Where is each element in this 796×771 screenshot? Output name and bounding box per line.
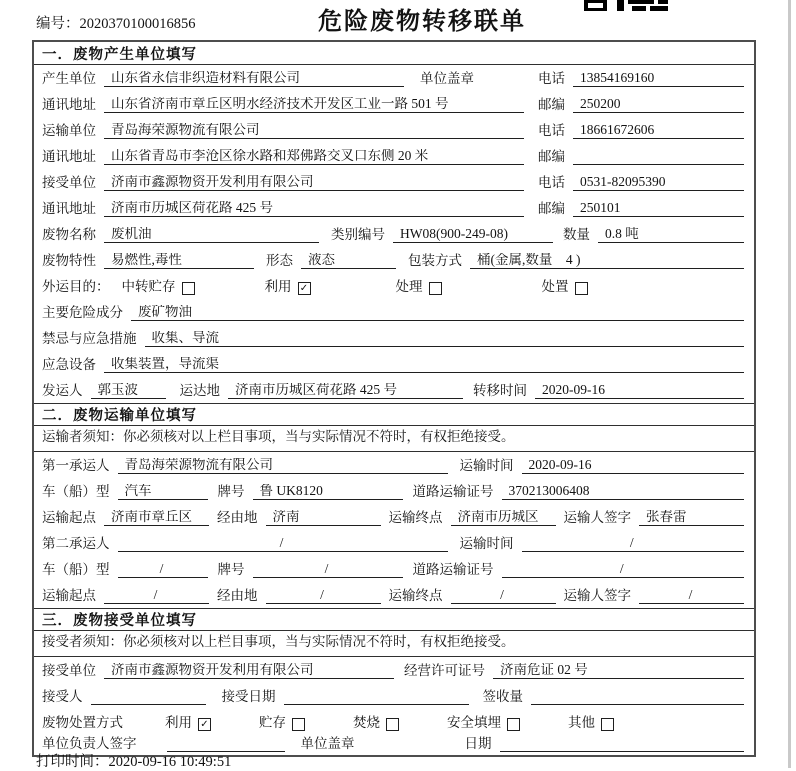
- disposal-label: 废物处置方式: [42, 715, 123, 731]
- section3-header: 三．废物接受单位填写: [34, 608, 754, 631]
- unit-seal-label: 单位盖章: [300, 736, 355, 752]
- serial-number: [36, 12, 196, 33]
- transporter-row: [34, 117, 754, 143]
- shipper-label: 发运人: [42, 383, 83, 399]
- receiver-address-value: 济南市历城区荷花路 425 号: [104, 201, 524, 217]
- checkbox-transfer-storage: [182, 282, 195, 295]
- carrier2-label: 第二承运人: [42, 536, 110, 552]
- disposal-option-utilize: [165, 716, 211, 731]
- option-label: 贮存: [259, 715, 286, 731]
- quantity-label: 数量: [563, 227, 590, 243]
- serial-value: 2020370100016856: [79, 16, 196, 32]
- checkbox-disposal-landfill: [507, 718, 520, 731]
- equipment-label: 应急设备: [42, 357, 96, 373]
- received-qty-value: [531, 704, 744, 705]
- route-start1-value: 济南市章丘区: [104, 510, 209, 526]
- taboo-row: [34, 325, 754, 351]
- producer-address-value: 山东省济南市章丘区明水经济技术开发区工业一路 501 号: [104, 97, 524, 113]
- destination-label: 运达地: [179, 383, 220, 399]
- option-label: 中转贮存: [121, 279, 176, 295]
- checkbox-disposal-storage: [292, 718, 305, 731]
- route-end1-value: 济南市历城区: [451, 510, 556, 526]
- print-time-label: 打印时间：: [36, 754, 109, 770]
- route-end-label: 运输终点: [388, 588, 443, 604]
- transporter-value: 青岛海荣源物流有限公司: [104, 123, 524, 139]
- checkbox-treat: [429, 282, 442, 295]
- accept-unit-row: [34, 657, 754, 683]
- road-permit1-value: 370213006408: [502, 484, 745, 500]
- license-value: 济南危证 02 号: [493, 663, 744, 679]
- producer-phone-value: 13854169160: [573, 71, 744, 87]
- transporter-label: 运输单位: [42, 123, 96, 139]
- waste-name-row: [34, 221, 754, 247]
- category-value: HW08(900-249-08): [393, 227, 553, 243]
- address-label: 通讯地址: [42, 97, 96, 113]
- accept-unit-label: 接受单位: [42, 663, 96, 679]
- date-label: 日期: [464, 736, 492, 752]
- form-value: 液态: [301, 253, 396, 269]
- section1-header: 一．废物产生单位填写: [34, 42, 754, 65]
- page-title: 危险废物转移联单: [318, 9, 526, 35]
- option-label: 处置: [541, 279, 569, 295]
- route-end-label: 运输终点: [388, 510, 443, 526]
- date-value: [500, 751, 745, 752]
- transport-time2-value: /: [522, 536, 745, 552]
- purpose-label: 外运目的：: [42, 279, 110, 295]
- carrier-sign2-value: /: [639, 588, 744, 604]
- zip-label: 邮编: [538, 201, 565, 217]
- route-via-label: 经由地: [217, 510, 258, 526]
- qr-code-partial-icon: [584, 0, 668, 11]
- plate2-value: /: [253, 562, 403, 578]
- checkbox-utilize: ✓: [298, 282, 311, 295]
- road-permit2-value: /: [502, 562, 745, 578]
- hazard-label: 主要危险成分: [42, 305, 123, 321]
- road-permit-label: 道路运输证号: [412, 562, 494, 578]
- carrier-sign1-value: 张春雷: [639, 510, 744, 526]
- plate-label: 牌号: [217, 484, 245, 500]
- packing-label: 包装方式: [408, 253, 462, 269]
- producer-zip-value: 250200: [573, 97, 744, 113]
- purpose-option-transfer-storage: [122, 280, 195, 295]
- checkbox-disposal-other: [601, 718, 614, 731]
- received-qty-label: 签收量: [482, 689, 523, 705]
- shipper-value: 郭玉波: [91, 383, 166, 399]
- phone-label: 电话: [538, 175, 565, 191]
- plate-label: 牌号: [217, 562, 245, 578]
- category-label: 类别编号: [331, 227, 385, 243]
- transfer-time-value: 2020-09-16: [535, 383, 744, 399]
- option-label: 处理: [395, 279, 423, 295]
- producer-label: 产生单位: [42, 71, 96, 87]
- receiver-zip-value: 250101: [573, 201, 744, 217]
- destination-value: 济南市历城区荷花路 425 号: [228, 383, 463, 399]
- option-label: 利用: [264, 279, 292, 295]
- purpose-option-utilize: [265, 280, 311, 295]
- transport-time1-value: 2020-09-16: [522, 458, 745, 474]
- route-start-label: 运输起点: [42, 510, 96, 526]
- transport-time-label: 运输时间: [459, 458, 514, 474]
- address-label: 通讯地址: [42, 149, 96, 165]
- road-permit-label: 道路运输证号: [412, 484, 494, 500]
- receiver-notice-text: 接受者须知：你必须核对以上栏目事项，当与实际情况不符时，有权拒绝接受。: [42, 634, 515, 650]
- disposal-option-incinerate: [353, 716, 399, 731]
- hazard-value: 废矿物油: [131, 305, 744, 321]
- section2-header: 二．废物运输单位填写: [34, 403, 754, 426]
- disposal-option-other: [568, 716, 614, 731]
- producer-row: [34, 65, 754, 91]
- equipment-row: [34, 351, 754, 377]
- carrier1-value: 青岛海荣源物流有限公司: [118, 458, 448, 474]
- receiver-notice-row: [34, 631, 754, 657]
- option-label: 焚烧: [353, 715, 380, 731]
- receiver-row: [34, 169, 754, 195]
- hazard-row: [34, 299, 754, 325]
- transporter-address-row: [34, 143, 754, 169]
- unit-seal-label: 单位盖章: [420, 71, 474, 87]
- taboo-label: 禁忌与应急措施: [42, 331, 137, 347]
- route-start-label: 运输起点: [42, 588, 96, 604]
- route-start2-value: /: [104, 588, 209, 604]
- phone-label: 电话: [538, 123, 565, 139]
- purpose-row: [34, 273, 754, 299]
- shipper-row: [34, 377, 754, 403]
- accept-person-row: [34, 683, 754, 709]
- manifest-table: [32, 40, 756, 757]
- carrier2-value: /: [118, 536, 448, 552]
- carrier1-row: [34, 452, 754, 478]
- transporter-zip-value: [573, 164, 744, 165]
- quantity-value: 0.8 吨: [598, 227, 744, 243]
- zip-label: 邮编: [538, 97, 565, 113]
- carrier-sign-label: 运输人签字: [563, 510, 631, 526]
- accept-date-value: [284, 704, 469, 705]
- chief-sign-label: 单位负责人签字: [42, 736, 137, 752]
- equipment-value: 收集装置，导流渠: [104, 357, 744, 373]
- accept-person-label: 接受人: [42, 689, 83, 705]
- checkbox-disposal-utilize: ✓: [198, 718, 211, 731]
- accept-date-label: 接受日期: [221, 689, 276, 705]
- license-label: 经营许可证号: [404, 663, 485, 679]
- address-label: 通讯地址: [42, 201, 96, 217]
- carrier1-label: 第一承运人: [42, 458, 110, 474]
- route2-row: [34, 582, 754, 608]
- route-end2-value: /: [451, 588, 556, 604]
- transporter-notice-row: [34, 426, 754, 452]
- receiver-value: 济南市鑫源物资开发利用有限公司: [104, 175, 524, 191]
- vehicle-type1-value: 汽车: [118, 484, 208, 500]
- disposal-row: [34, 709, 754, 735]
- route-via2-value: /: [266, 588, 381, 604]
- carrier-sign-label: 运输人签字: [563, 588, 631, 604]
- vehicle-type2-value: /: [118, 562, 208, 578]
- waste-traits-row: [34, 247, 754, 273]
- transport-time-label: 运输时间: [459, 536, 514, 552]
- traits-value: 易燃性,毒性: [104, 253, 254, 269]
- plate1-value: 鲁 UK8120: [253, 484, 403, 500]
- zip-label: 邮编: [538, 149, 565, 165]
- producer-address-row: [34, 91, 754, 117]
- vehicle2-row: [34, 556, 754, 582]
- serial-label: 编号：: [36, 16, 80, 32]
- receiver-label: 接受单位: [42, 175, 96, 191]
- producer-value: 山东省永信非织造材料有限公司: [104, 71, 404, 87]
- option-label: 其他: [568, 715, 595, 731]
- disposal-option-landfill: [447, 716, 520, 731]
- form-label: 形态: [266, 253, 293, 269]
- transporter-phone-value: 18661672606: [573, 123, 744, 139]
- transporter-notice-text: 运输者须知：你必须核对以上栏目事项，当与实际情况不符时，有权拒绝接受。: [42, 429, 515, 445]
- print-time-value: 2020-09-16 10:49:51: [108, 754, 232, 770]
- vehicle-type-label: 车（船）型: [42, 562, 110, 578]
- purpose-option-dispose: [542, 280, 588, 295]
- accept-unit-value: 济南市鑫源物资开发利用有限公司: [104, 663, 394, 679]
- waste-name-value: 废机油: [104, 227, 319, 243]
- transporter-address-value: 山东省青岛市李沧区徐水路和郑佛路交叉口东侧 20 米: [104, 149, 524, 165]
- vehicle1-row: [34, 478, 754, 504]
- checkbox-dispose: [575, 282, 588, 295]
- route1-row: [34, 504, 754, 530]
- waste-name-label: 废物名称: [42, 227, 96, 243]
- checkbox-disposal-incinerate: [386, 718, 399, 731]
- transfer-time-label: 转移时间: [473, 383, 527, 399]
- vehicle-type-label: 车（船）型: [42, 484, 110, 500]
- disposal-option-storage: [259, 716, 305, 731]
- option-label: 利用: [165, 715, 192, 731]
- traits-label: 废物特性: [42, 253, 96, 269]
- phone-label: 电话: [538, 71, 565, 87]
- route-via-label: 经由地: [217, 588, 258, 604]
- carrier2-row: [34, 530, 754, 556]
- packing-value: 桶(金属,数量 4 ): [470, 253, 744, 269]
- receiver-address-row: [34, 195, 754, 221]
- route-via1-value: 济南: [266, 510, 381, 526]
- accept-person-value: [91, 704, 206, 705]
- receiver-phone-value: 0531-82095390: [573, 175, 744, 191]
- option-label: 安全填埋: [447, 715, 501, 731]
- page-edge-line: [788, 0, 791, 768]
- taboo-value: 收集、导流: [145, 331, 745, 347]
- purpose-option-treat: [396, 280, 442, 295]
